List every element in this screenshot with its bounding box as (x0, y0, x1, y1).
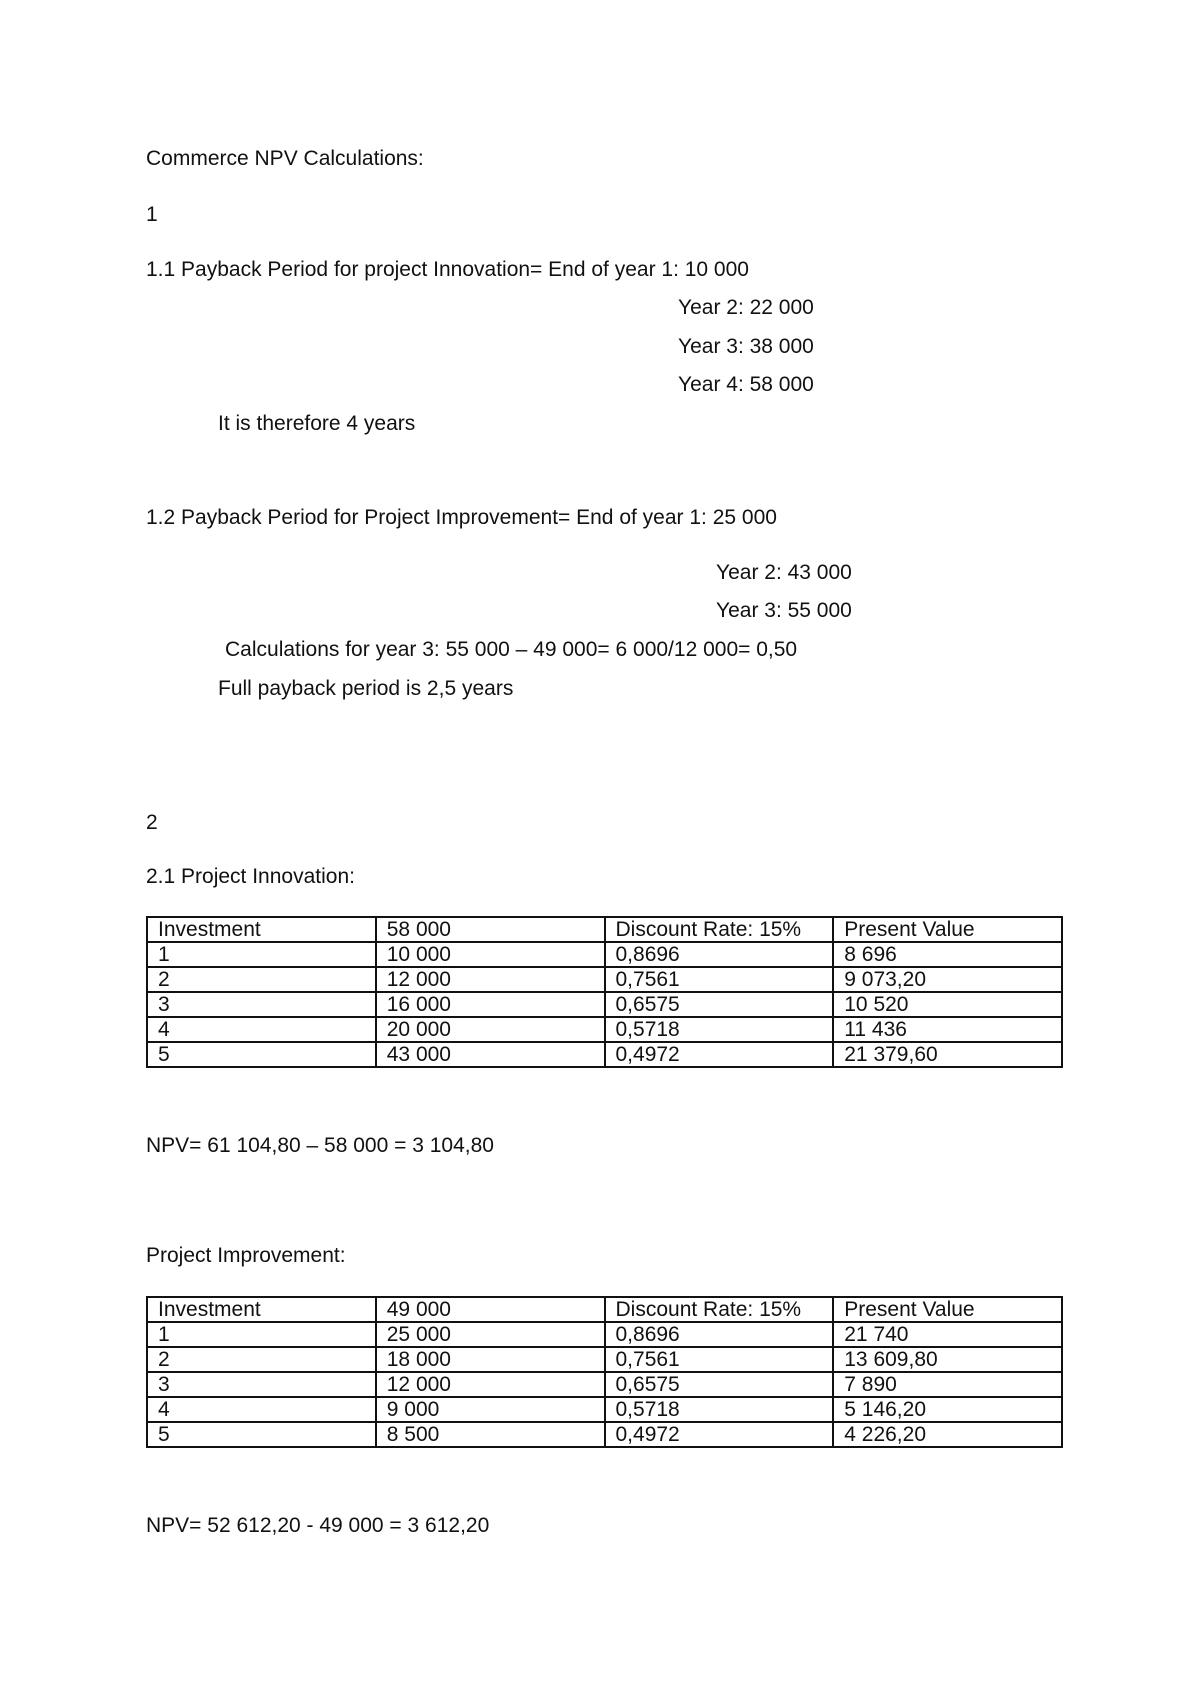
payback-innovation-heading: 1.1 Payback Period for project Innovation= End of year 1: 10 000 (146, 258, 749, 281)
table-cell: Discount Rate: 15% (605, 917, 834, 942)
table-cell: 0,7561 (605, 967, 834, 992)
table-cell: 0,5718 (605, 1397, 834, 1422)
table-cell: 21 379,60 (833, 1042, 1062, 1067)
table-cell: 5 146,20 (833, 1397, 1062, 1422)
table-cell: 0,4972 (605, 1422, 834, 1447)
table-cell: Present Value (833, 917, 1062, 942)
table-cell: 1 (147, 1322, 376, 1347)
table-cell: 11 436 (833, 1017, 1062, 1042)
table-row (147, 1372, 1062, 1397)
table-cell: 20 000 (376, 1017, 605, 1042)
payback-improvement-year2: Year 2: 43 000 (716, 561, 852, 584)
payback-innovation-year4: Year 4: 58 000 (678, 373, 814, 396)
table-cell: 0,7561 (605, 1347, 834, 1372)
table-cell: Investment (147, 917, 376, 942)
table-cell: 9 000 (376, 1397, 605, 1422)
table-cell: 18 000 (376, 1347, 605, 1372)
payback-improvement-heading: 1.2 Payback Period for Project Improvement= End of year 1: 25 000 (146, 506, 777, 529)
table-row (147, 1297, 1062, 1322)
table-cell: 12 000 (376, 967, 605, 992)
table-row (147, 992, 1062, 1017)
table-cell: 0,4972 (605, 1042, 834, 1067)
document-title: Commerce NPV Calculations: (146, 147, 424, 170)
innovation-npv-heading: 2.1 Project Innovation: (146, 865, 355, 888)
table-cell: 2 (147, 1347, 376, 1372)
improvement-npv-result: NPV= 52 612,20 - 49 000 = 3 612,20 (146, 1514, 490, 1537)
improvement-npv-table (146, 1296, 1063, 1448)
table-cell: 5 (147, 1042, 376, 1067)
table-row (147, 967, 1062, 992)
table-cell: 43 000 (376, 1042, 605, 1067)
table-cell: 1 (147, 942, 376, 967)
section-2-number: 2 (146, 811, 158, 834)
payback-improvement-conclusion: Full payback period is 2,5 years (218, 677, 514, 700)
table-row (147, 1397, 1062, 1422)
table-cell: 4 (147, 1017, 376, 1042)
table-cell: 8 500 (376, 1422, 605, 1447)
table-cell: 10 520 (833, 992, 1062, 1017)
innovation-npv-result: NPV= 61 104,80 – 58 000 = 3 104,80 (146, 1134, 494, 1157)
table-cell: Investment (147, 1297, 376, 1322)
table-cell: 0,5718 (605, 1017, 834, 1042)
payback-improvement-calculation: Calculations for year 3: 55 000 – 49 000= 6 000/12 000= 0,50 (225, 638, 798, 661)
table-cell: 21 740 (833, 1322, 1062, 1347)
table-cell: 58 000 (376, 917, 605, 942)
table-cell: 5 (147, 1422, 376, 1447)
table-cell: 16 000 (376, 992, 605, 1017)
table-row (147, 1422, 1062, 1447)
table-row (147, 1322, 1062, 1347)
table-row (147, 942, 1062, 967)
section-1-number: 1 (146, 203, 158, 226)
table-row (147, 1017, 1062, 1042)
table-cell: 0,8696 (605, 1322, 834, 1347)
table-cell: 4 226,20 (833, 1422, 1062, 1447)
table-cell: Discount Rate: 15% (605, 1297, 834, 1322)
innovation-npv-table (146, 916, 1063, 1068)
payback-improvement-year3: Year 3: 55 000 (716, 599, 852, 622)
table-row (147, 1042, 1062, 1067)
table-cell: 2 (147, 967, 376, 992)
table-cell: 49 000 (376, 1297, 605, 1322)
table-cell: 12 000 (376, 1372, 605, 1397)
table-cell: 0,8696 (605, 942, 834, 967)
table-cell: 7 890 (833, 1372, 1062, 1397)
table-cell: 13 609,80 (833, 1347, 1062, 1372)
table-cell: 0,6575 (605, 1372, 834, 1397)
table-cell: 0,6575 (605, 992, 834, 1017)
table-row (147, 1347, 1062, 1372)
payback-innovation-year2: Year 2: 22 000 (678, 296, 814, 319)
payback-innovation-year3: Year 3: 38 000 (678, 335, 814, 358)
table-cell: 3 (147, 1372, 376, 1397)
table-cell: 9 073,20 (833, 967, 1062, 992)
table-cell: 10 000 (376, 942, 605, 967)
payback-innovation-conclusion: It is therefore 4 years (218, 412, 416, 435)
table-cell: 8 696 (833, 942, 1062, 967)
improvement-npv-heading: Project Improvement: (146, 1244, 346, 1267)
table-cell: 25 000 (376, 1322, 605, 1347)
table-cell: 4 (147, 1397, 376, 1422)
table-cell: Present Value (833, 1297, 1062, 1322)
table-row (147, 917, 1062, 942)
table-cell: 3 (147, 992, 376, 1017)
